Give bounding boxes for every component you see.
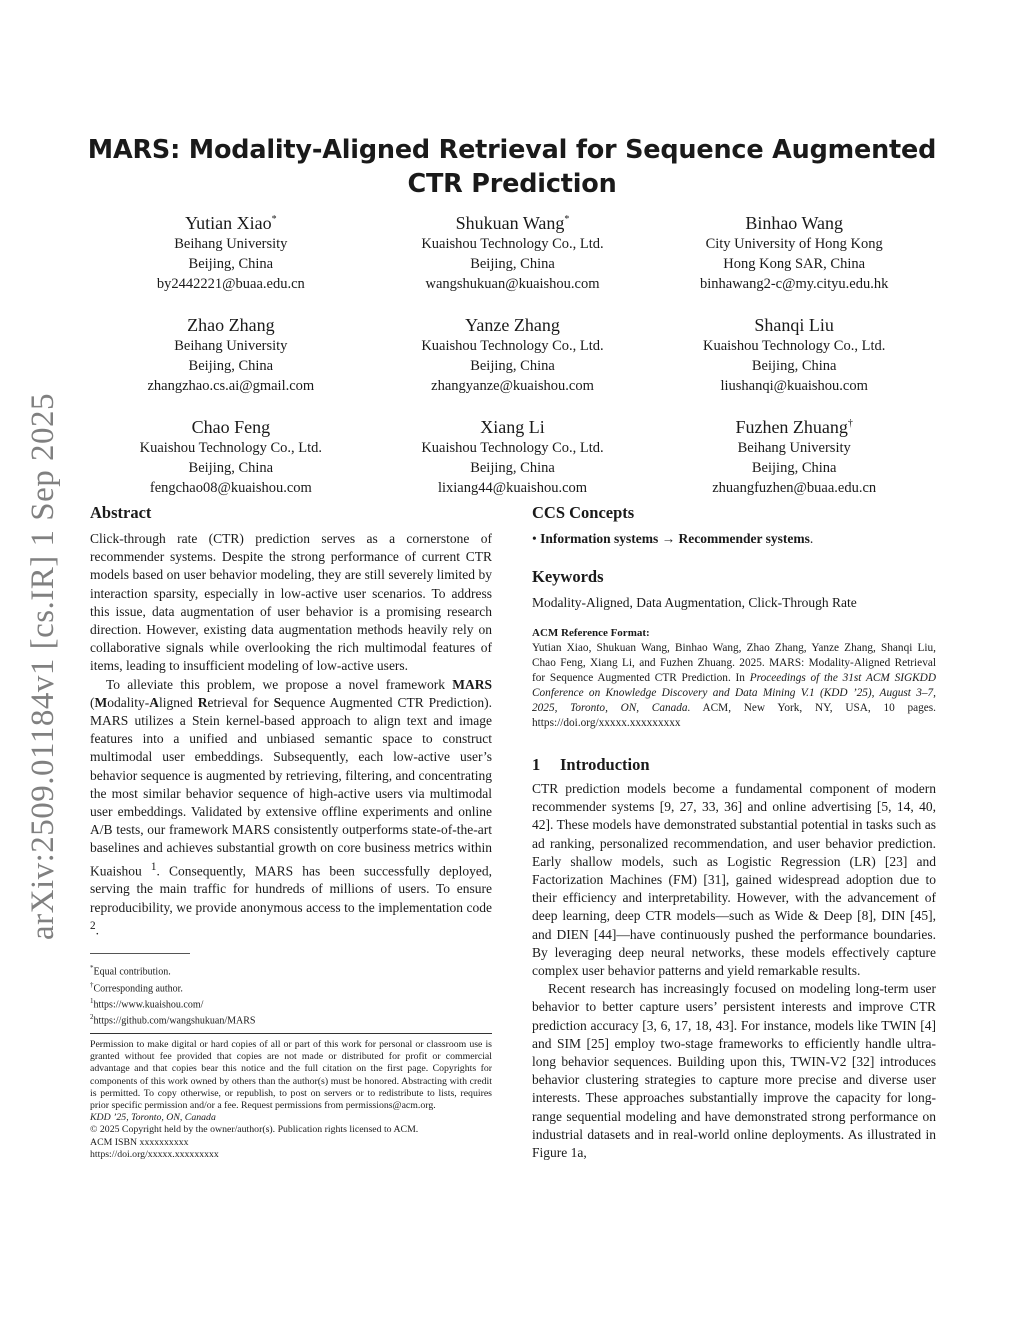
section-number: 1: [532, 755, 541, 774]
venue-line: KDD ’25, Toronto, ON, Canada: [90, 1112, 216, 1124]
author-card: [653, 209, 935, 294]
permission-block: [90, 1033, 492, 1161]
introduction-paragraph-1: CTR prediction models become a fundamental component of modern recommender systems [9, 27, 33, 36] and online advertising [5, 14, 40, 42]. These models have demonstrated substantial potential in tasks such as ad ranking, personalized recommendation, and user behavior prediction. Early shallow models, such as Logistic Regression (LR) [23] and Factorization Machines (FM) [31], gained widespread adoption due to their efficiency and interpretability. However, with the advancement of deep learning, deep CTR models—such as Wide & Deep [8], DIN [45], and DIEN [44]—have continuously pushed the performance boundaries. By leveraging deep neural networks, these models effectively capture complex user behavior patterns and yield remarkable results.: [532, 781, 936, 979]
author-email[interactable]: binhawang2-c@my.cityu.edu.hk: [699, 276, 889, 292]
author-name: Xiang Li: [480, 417, 545, 437]
footnotes: [90, 962, 492, 1027]
framework-name: MARS: [452, 676, 492, 692]
author-card: [653, 311, 935, 396]
author-affiliation: Kuaishou Technology Co., Ltd.: [139, 440, 323, 456]
footnote: †Corresponding author.: [90, 980, 183, 995]
abstract-heading: Abstract: [90, 503, 152, 522]
author-name: Zhao Zhang: [187, 315, 275, 335]
author-name: Fuzhen Zhuang: [735, 417, 848, 437]
author-card: [372, 209, 654, 294]
author-email[interactable]: zhuangfuzhen@buaa.edu.cn: [712, 480, 877, 496]
bullet-icon: •: [532, 531, 537, 546]
author-location: Beijing, China: [751, 460, 837, 476]
arxiv-stamp: arXiv:2509.01184v1 [cs.IR] 1 Sep 2025: [25, 392, 61, 940]
author-affiliation: Kuaishou Technology Co., Ltd.: [421, 440, 604, 456]
author-location: Beijing, China: [188, 358, 274, 374]
author-name: Yutian Xiao: [185, 213, 272, 233]
copyright-line: © 2025 Copyright held by the owner/author(s). Publication rights licensed to ACM.: [90, 1124, 419, 1136]
author-affiliation: Beihang University: [737, 440, 851, 456]
footnote-link[interactable]: $^1$https://www.kuaishou.com/: [90, 997, 204, 1011]
left-column: [90, 502, 492, 1028]
author-card: [90, 413, 372, 498]
author-email[interactable]: liushanqi@kuaishou.com: [720, 378, 868, 394]
ccs-concept: • Information systems → Recommender systems.: [532, 531, 814, 546]
author-affiliation: Beihang University: [174, 338, 288, 354]
author-mark: †: [847, 418, 853, 429]
author-location: Beijing, China: [470, 460, 555, 476]
author-row: [90, 311, 935, 396]
right-column: [532, 502, 936, 1162]
isbn-line: ACM ISBN xxxxxxxxxx: [90, 1136, 189, 1148]
reference-format-heading: ACM Reference Format:: [532, 627, 650, 639]
abstract-paragraph-2: To alleviate this problem, we propose a novel framework MARS (Modality-Aligned Retrieval for Sequence Augmented CTR Prediction). MARS utilizes a Stein kernel-based approach to align text and image features into a unified and unbiased semantic space to construct multimodal user embeddings. Subsequently, each low-active user’s behavior sequence is augmented by retrieving, filtering, and concentrating the most similar behavior sequence of high-active users via multimodal user embeddings. Validated by extensive offline experiments and online A/B tests, our framework MARS consistently outperforms state-of-the-art baselines and achieves substantial growth on core business metrics within Kuaishou $^1$. Consequently, MARS has been successfully deployed, serving the main traffic for hundreds of millions of users. To ensure reproducibility, we provide anonymous access to the implementation code $^2$.: [90, 676, 493, 938]
author-affiliation: Kuaishou Technology Co., Ltd.: [702, 338, 886, 354]
author-email[interactable]: zhangzhao.cs.ai@gmail.com: [147, 378, 315, 394]
author-card: [372, 413, 654, 498]
footnote-rule: [90, 953, 190, 954]
footnote-ref-2[interactable]: 2: [90, 919, 96, 932]
introduction-heading: 1 Introduction: [532, 755, 650, 774]
author-affiliation: Beihang University: [174, 236, 288, 252]
author-location: Beijing, China: [470, 256, 555, 272]
author-email[interactable]: wangshukuan@kuaishou.com: [425, 276, 600, 292]
author-card: [90, 311, 372, 396]
author-location: Beijing, China: [188, 460, 274, 476]
author-name: Shanqi Liu: [754, 315, 834, 335]
introduction-paragraph-2: Recent research has increasingly focused on modeling long-term user behavior to better capture users’ persistent interests and improve CTR prediction accuracy [3, 6, 17, 18, 43]. For instance, models like TWIN [4] and SIM [25] employ two-stage frameworks to efficiently handle ultra-long behavior sequences. Building upon this, TWIN-V2 [32] introduces behavior clustering strategies to capture more precise and diverse user interests. These approaches substantially improve the capacity for long-range sequential modeling and have demonstrated strong performance on industrial datasets and in real-world online deployments. As illustrated in Figure 1a,: [532, 981, 936, 1161]
author-card: [90, 209, 372, 294]
footnote-ref-1[interactable]: 1: [150, 860, 157, 873]
author-card: [372, 311, 654, 396]
author-name: Chao Feng: [191, 417, 271, 437]
author-email[interactable]: by2442221@buaa.edu.cn: [156, 276, 305, 292]
keywords-heading: Keywords: [532, 567, 604, 586]
author-block: [90, 209, 935, 515]
author-location: Beijing, China: [751, 358, 837, 374]
author-mark: *: [271, 214, 277, 225]
author-mark: *: [564, 214, 570, 225]
author-email[interactable]: fengchao08@kuaishou.com: [149, 480, 312, 496]
paper-title: MARS: Modality-Aligned Retrieval for Sequence Augmented CTR Prediction: [87, 135, 937, 199]
author-location: Hong Kong SAR, China: [723, 256, 866, 272]
author-card: [653, 413, 935, 498]
reference-format-text: Yutian Xiao, Shukuan Wang, Binhao Wang, Zhao Zhang, Yanze Zhang, Shanqi Liu, Chao Feng, Xiang Li, and Fuzhen Zhuang. 2025. MARS: Modality-Aligned Retrieval for Sequence Augmented CTR Prediction. In Proceedings of the 31st ACM SIGKDD Conference on Knowledge Discovery and Data Mining V.1 (KDD ’25), August 3–7, 2025, Toronto, ON, Canada. ACM, New York, NY, USA, 10 pages. https://doi.org/xxxxx.xxxxxxxxx: [532, 642, 936, 729]
author-affiliation: City University of Hong Kong: [705, 236, 883, 252]
author-location: Beijing, China: [470, 358, 555, 374]
author-affiliation: Kuaishou Technology Co., Ltd.: [421, 236, 604, 252]
arrow-right-icon: →: [658, 531, 679, 546]
author-row: [90, 413, 935, 498]
author-email[interactable]: zhangyanze@kuaishou.com: [431, 378, 594, 394]
doi-link[interactable]: https://doi.org/xxxxx.xxxxxxxxx: [90, 1148, 219, 1160]
author-email[interactable]: lixiang44@kuaishou.com: [437, 480, 588, 496]
author-name: Shukuan Wang: [455, 213, 565, 233]
footnote-link[interactable]: $^2$https://github.com/wangshukuan/MARS: [90, 1013, 256, 1027]
author-affiliation: Kuaishou Technology Co., Ltd.: [421, 338, 604, 354]
footnote: *Equal contribution.: [90, 964, 171, 978]
author-name: Binhao Wang: [745, 213, 844, 233]
keywords-text: Modality-Aligned, Data Augmentation, Click-Through Rate: [532, 595, 857, 610]
author-name: Yanze Zhang: [465, 315, 560, 335]
permission-text: Permission to make digital or hard copies of all or part of this work for personal or classroom use is granted without fee provided that copies are not made or distributed for profit or commercial advantage and that copies bear this notice and the full citation on the first page. Copyrights for components of this work owned by others than the author(s) must be honored. Abstracting with credit is permitted. To copy otherwise, or republish, to post on servers or to redistribute to lists, requires prior specific permission and/or a fee. Request permissions from permissions@acm.org.: [90, 1039, 492, 1112]
ccs-heading: CCS Concepts: [532, 503, 635, 522]
abstract-paragraph-1: Click-through rate (CTR) prediction serves as a cornerstone of recommender systems. Despite the strong performance of current CTR models based on user behavior modeling, they are still severely limited by interaction sparsity, especially in low-active user scenarios. To address this issue, data augmentation of user behavior is a promising research direction. However, existing data augmentation methods heavily rely on collaborative signals while overlooking the rich multimodal features of items, leading to insufficient modeling of low-active users.: [90, 531, 492, 674]
author-location: Beijing, China: [188, 256, 274, 272]
author-row: [90, 209, 935, 294]
